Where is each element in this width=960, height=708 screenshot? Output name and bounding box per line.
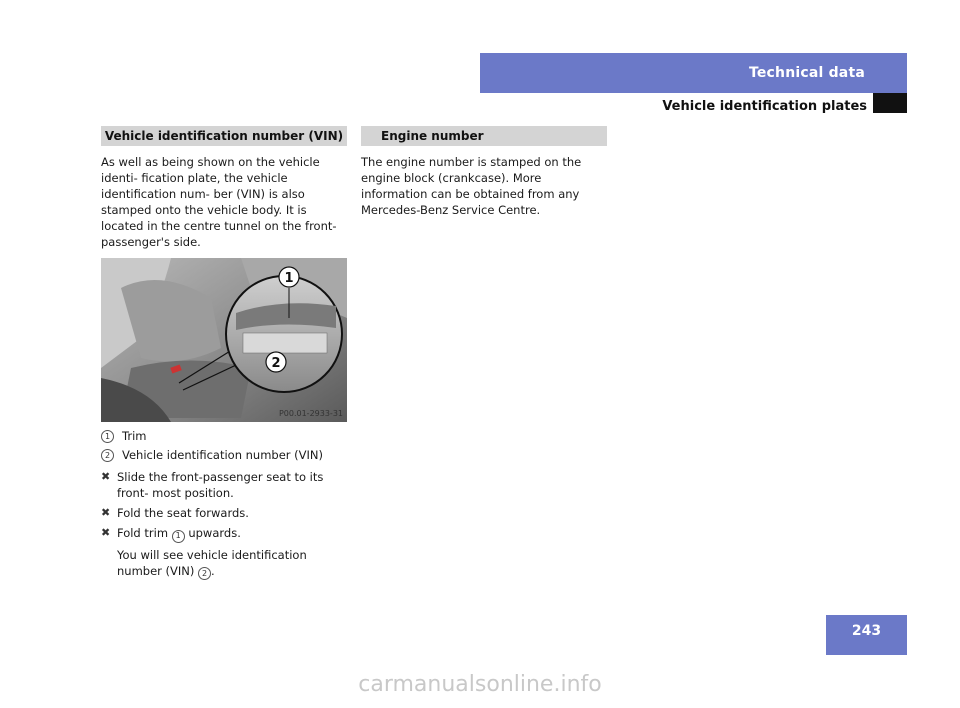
inline-number-icon: 1 xyxy=(172,530,185,543)
step-text-part: upwards. xyxy=(188,526,241,540)
section-title: Technical data xyxy=(748,65,865,81)
step-text-part: Fold trim xyxy=(117,526,169,540)
inline-number-icon: 2 xyxy=(198,567,211,580)
arrow-icon: ✖ xyxy=(101,470,111,483)
callout-2: 2 xyxy=(271,356,281,371)
legend-item xyxy=(101,447,347,463)
step xyxy=(101,525,347,543)
engine-body: The engine number is stamped on the engine block (crankcase). More information can be obtained from any Mercedes-Benz Service Centre. xyxy=(361,155,582,217)
image-code: P00.01-2933-31 xyxy=(278,409,343,418)
result-text-part: You will see vehicle identification number (VIN) xyxy=(117,547,307,578)
legend-text: Vehicle identification number (VIN) xyxy=(122,448,324,462)
step-text: Slide the front-passenger seat to its front- most position. xyxy=(117,470,324,500)
step-result xyxy=(101,547,347,581)
engine-heading: Engine number xyxy=(361,126,607,146)
legend-text: Trim xyxy=(122,429,147,443)
section-tab xyxy=(480,53,907,93)
callout-1: 1 xyxy=(284,271,294,286)
vin-heading: Vehicle identification number (VIN) xyxy=(101,126,347,146)
vin-intro: As well as being shown on the vehicle identi- fication plate, the vehicle identification num- ber (VIN) is also stamped onto the vehicle body. It is located in the centre tunnel on the front-passenger's side. xyxy=(101,155,337,249)
vin-photo xyxy=(101,258,347,422)
legend xyxy=(101,428,347,463)
step-text: Fold the seat forwards. xyxy=(117,506,249,520)
engine-column xyxy=(361,126,607,218)
step xyxy=(101,469,347,501)
arrow-icon: ✖ xyxy=(101,526,111,539)
page-number: 243 xyxy=(851,623,882,639)
legend-number-icon: 2 xyxy=(101,449,114,462)
instruction-steps xyxy=(101,469,347,580)
step-text xyxy=(117,525,241,543)
legend-number-icon: 1 xyxy=(101,430,114,443)
subsection-title: Vehicle identification plates xyxy=(662,99,867,114)
section-marker xyxy=(873,93,907,113)
result-text-part: . xyxy=(211,563,215,578)
page-number-box xyxy=(826,615,907,655)
vin-column xyxy=(101,126,347,584)
result-text xyxy=(117,547,347,581)
watermark: carmanualsonline.info xyxy=(358,672,602,697)
legend-item xyxy=(101,428,347,444)
seat-illustration xyxy=(101,258,347,422)
step xyxy=(101,505,347,521)
arrow-icon: ✖ xyxy=(101,506,111,519)
